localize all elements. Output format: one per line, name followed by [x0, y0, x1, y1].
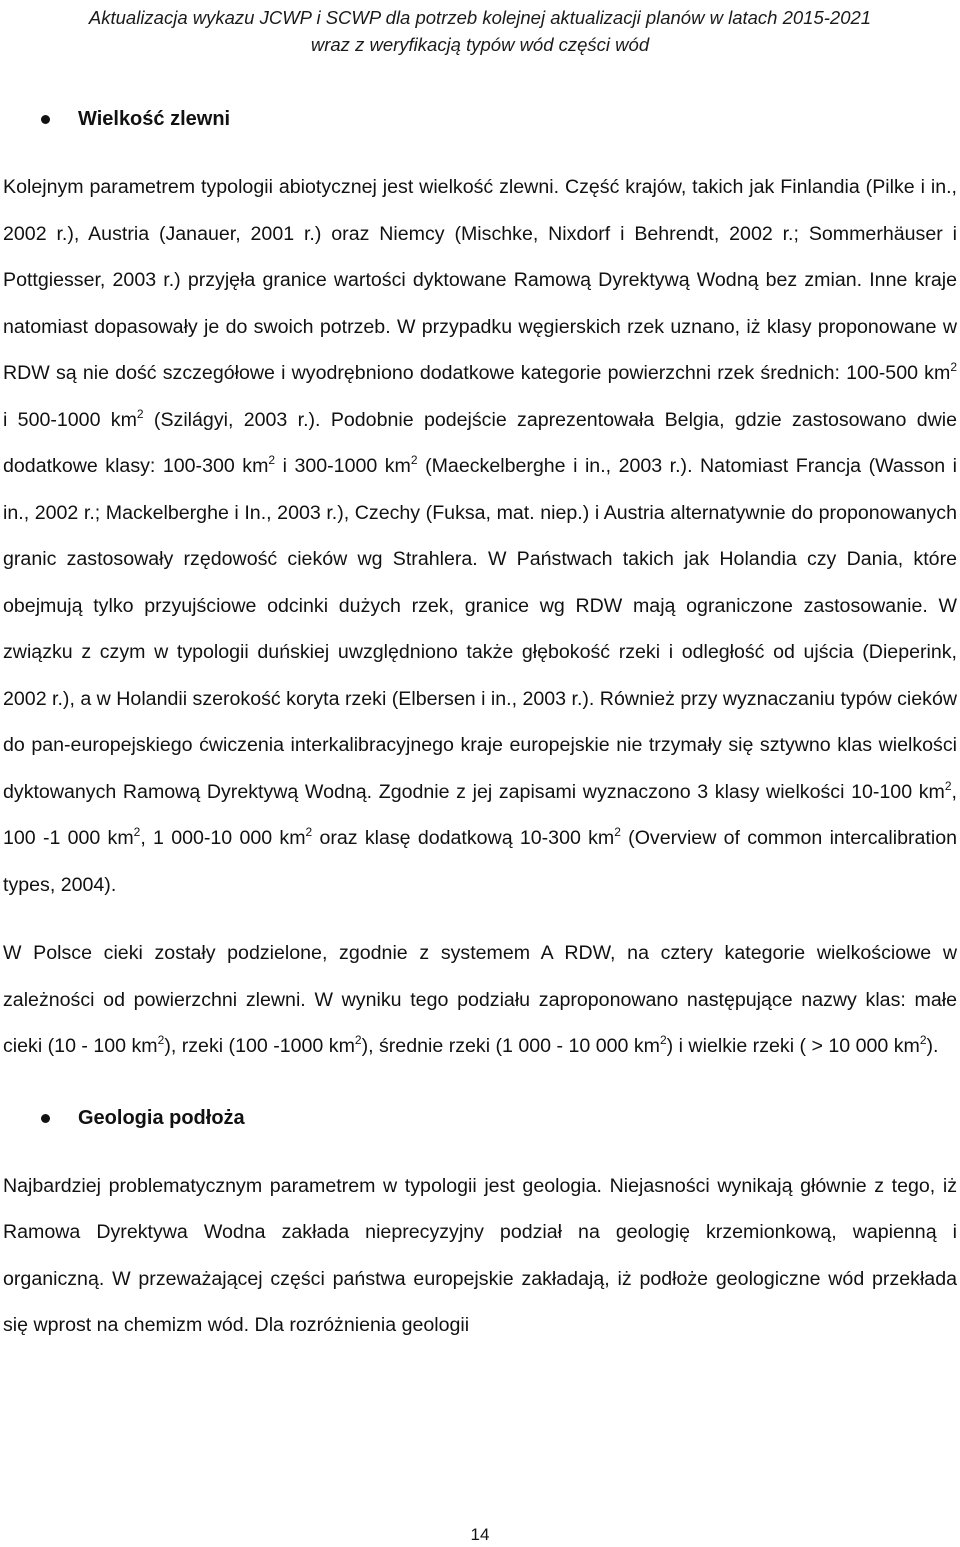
paragraph-catchment-size-2: W Polsce cieki zostały podzielone, zgodnie z systemem A RDW, na cztery kategorie wielkościowe w zależności od powierzchni zlewni. W wyniku tego podziału zaproponowano następujące nazwy klas: małe cieki (10 - 100 $km^2$), rzeki (100 -1000 $km^2$), średnie rzeki (1 000 - 10 000 $km^2$) i wielkie rzeki ( > 10 000 $km^2$).: [3, 942, 957, 1057]
document-body: [3, 96, 957, 1349]
section-heading-text: Wielkość zlewni: [78, 108, 231, 130]
document-header: [0, 4, 960, 58]
header-line-2: wraz z weryfikacją typów wód części wód: [310, 34, 650, 55]
paragraph-geology-1: Najbardziej problematycznym parametrem w typologii jest geologia. Niejasności wynikają głównie z tego, iż Ramowa Dyrektywa Wodna zakłada nieprecyzyjny podział na geologię krzemionkową, wapienną i organiczną. W przeważającej części państwa europejskie zakładają, iż podłoże geologiczne wód przekłada się wprost na chemizm wód. Dla rozróżnienia geologii: [3, 1174, 957, 1336]
bullet-icon: [41, 115, 50, 124]
paragraph-catchment-size-1: Kolejnym parametrem typologii abiotycznej jest wielkość zlewni. Część krajów, takich jak Finlandia (Pilke i in., 2002 r.), Austria (Janauer, 2001 r.) oraz Niemcy (Mischke, Nixdorf i Behrendt, 2002 r.; Sommerhäuser i Pottgiesser, 2003 r.) przyjęła granice wartości dyktowane Ramową Dyrektywą Wodną bez zmian. Inne kraje natomiast dopasowały je do swoich potrzeb. W przypadku węgierskich rzek uznano, iż klasy proponowane w RDW są nie dość szczegółowe i wyodrębniono dodatkowe kategorie powierzchni rzek średnich: 100-500 $km^2$ i 500-1000 $km^2$ (Szilágyi, 2003 r.). Podobnie podejście zaprezentowała Belgia, gdzie zastosowano dwie dodatkowe klasy: 100-300 $km^2$ i 300-1000 $km^2$ (Maeckelberghe i in., 2003 r.). Natomiast Francja (Wasson i in., 2002 r.; Mackelberghe i In., 2003 r.), Czechy (Fuksa, mat. niep.) i Austria alternatywnie do proponowanych granic zastosowały rzędowość cieków wg Strahlera. W Państwach takich jak Holandia czy Dania, które obejmują tylko przyujściowe odcinki dużych rzek, granice wg RDW mają ograniczone zastosowanie. W związku z czym w typologii duńskiej uwzględniono także głębokość rzeki i odległość od ujścia (Dieperink, 2002 r.), a w Holandii szerokość koryta rzeki (Elbersen i in., 2003 r.). Również przy wyznaczaniu typów cieków do pan-europejskiego ćwiczenia interkalibracyjnego kraje europejskie nie trzymały się sztywno klas wielkości dyktowanych Ramową Dyrektywą Wodną. Zgodnie z jej zapisami wyznaczono 3 klasy wielkości 10-100 $km^2$, 100 -1 000 $km^2$, 1 000-10 000 $km^2$ oraz klasę dodatkową 10-300 $km^2$ (Overview of common intercalibration types, 2004).: [3, 176, 958, 896]
section-heading-text: Geologia podłoża: [78, 1106, 245, 1129]
section-heading-geology: [3, 1095, 957, 1141]
section-heading-catchment-size: [3, 96, 957, 142]
header-line-1: Aktualizacja wykazu JCWP i SCWP dla potrzeb kolejnej aktualizacji planów w latach 2015-2021: [88, 7, 872, 28]
page-number: 14: [470, 1525, 490, 1544]
bullet-icon: [41, 1114, 50, 1123]
